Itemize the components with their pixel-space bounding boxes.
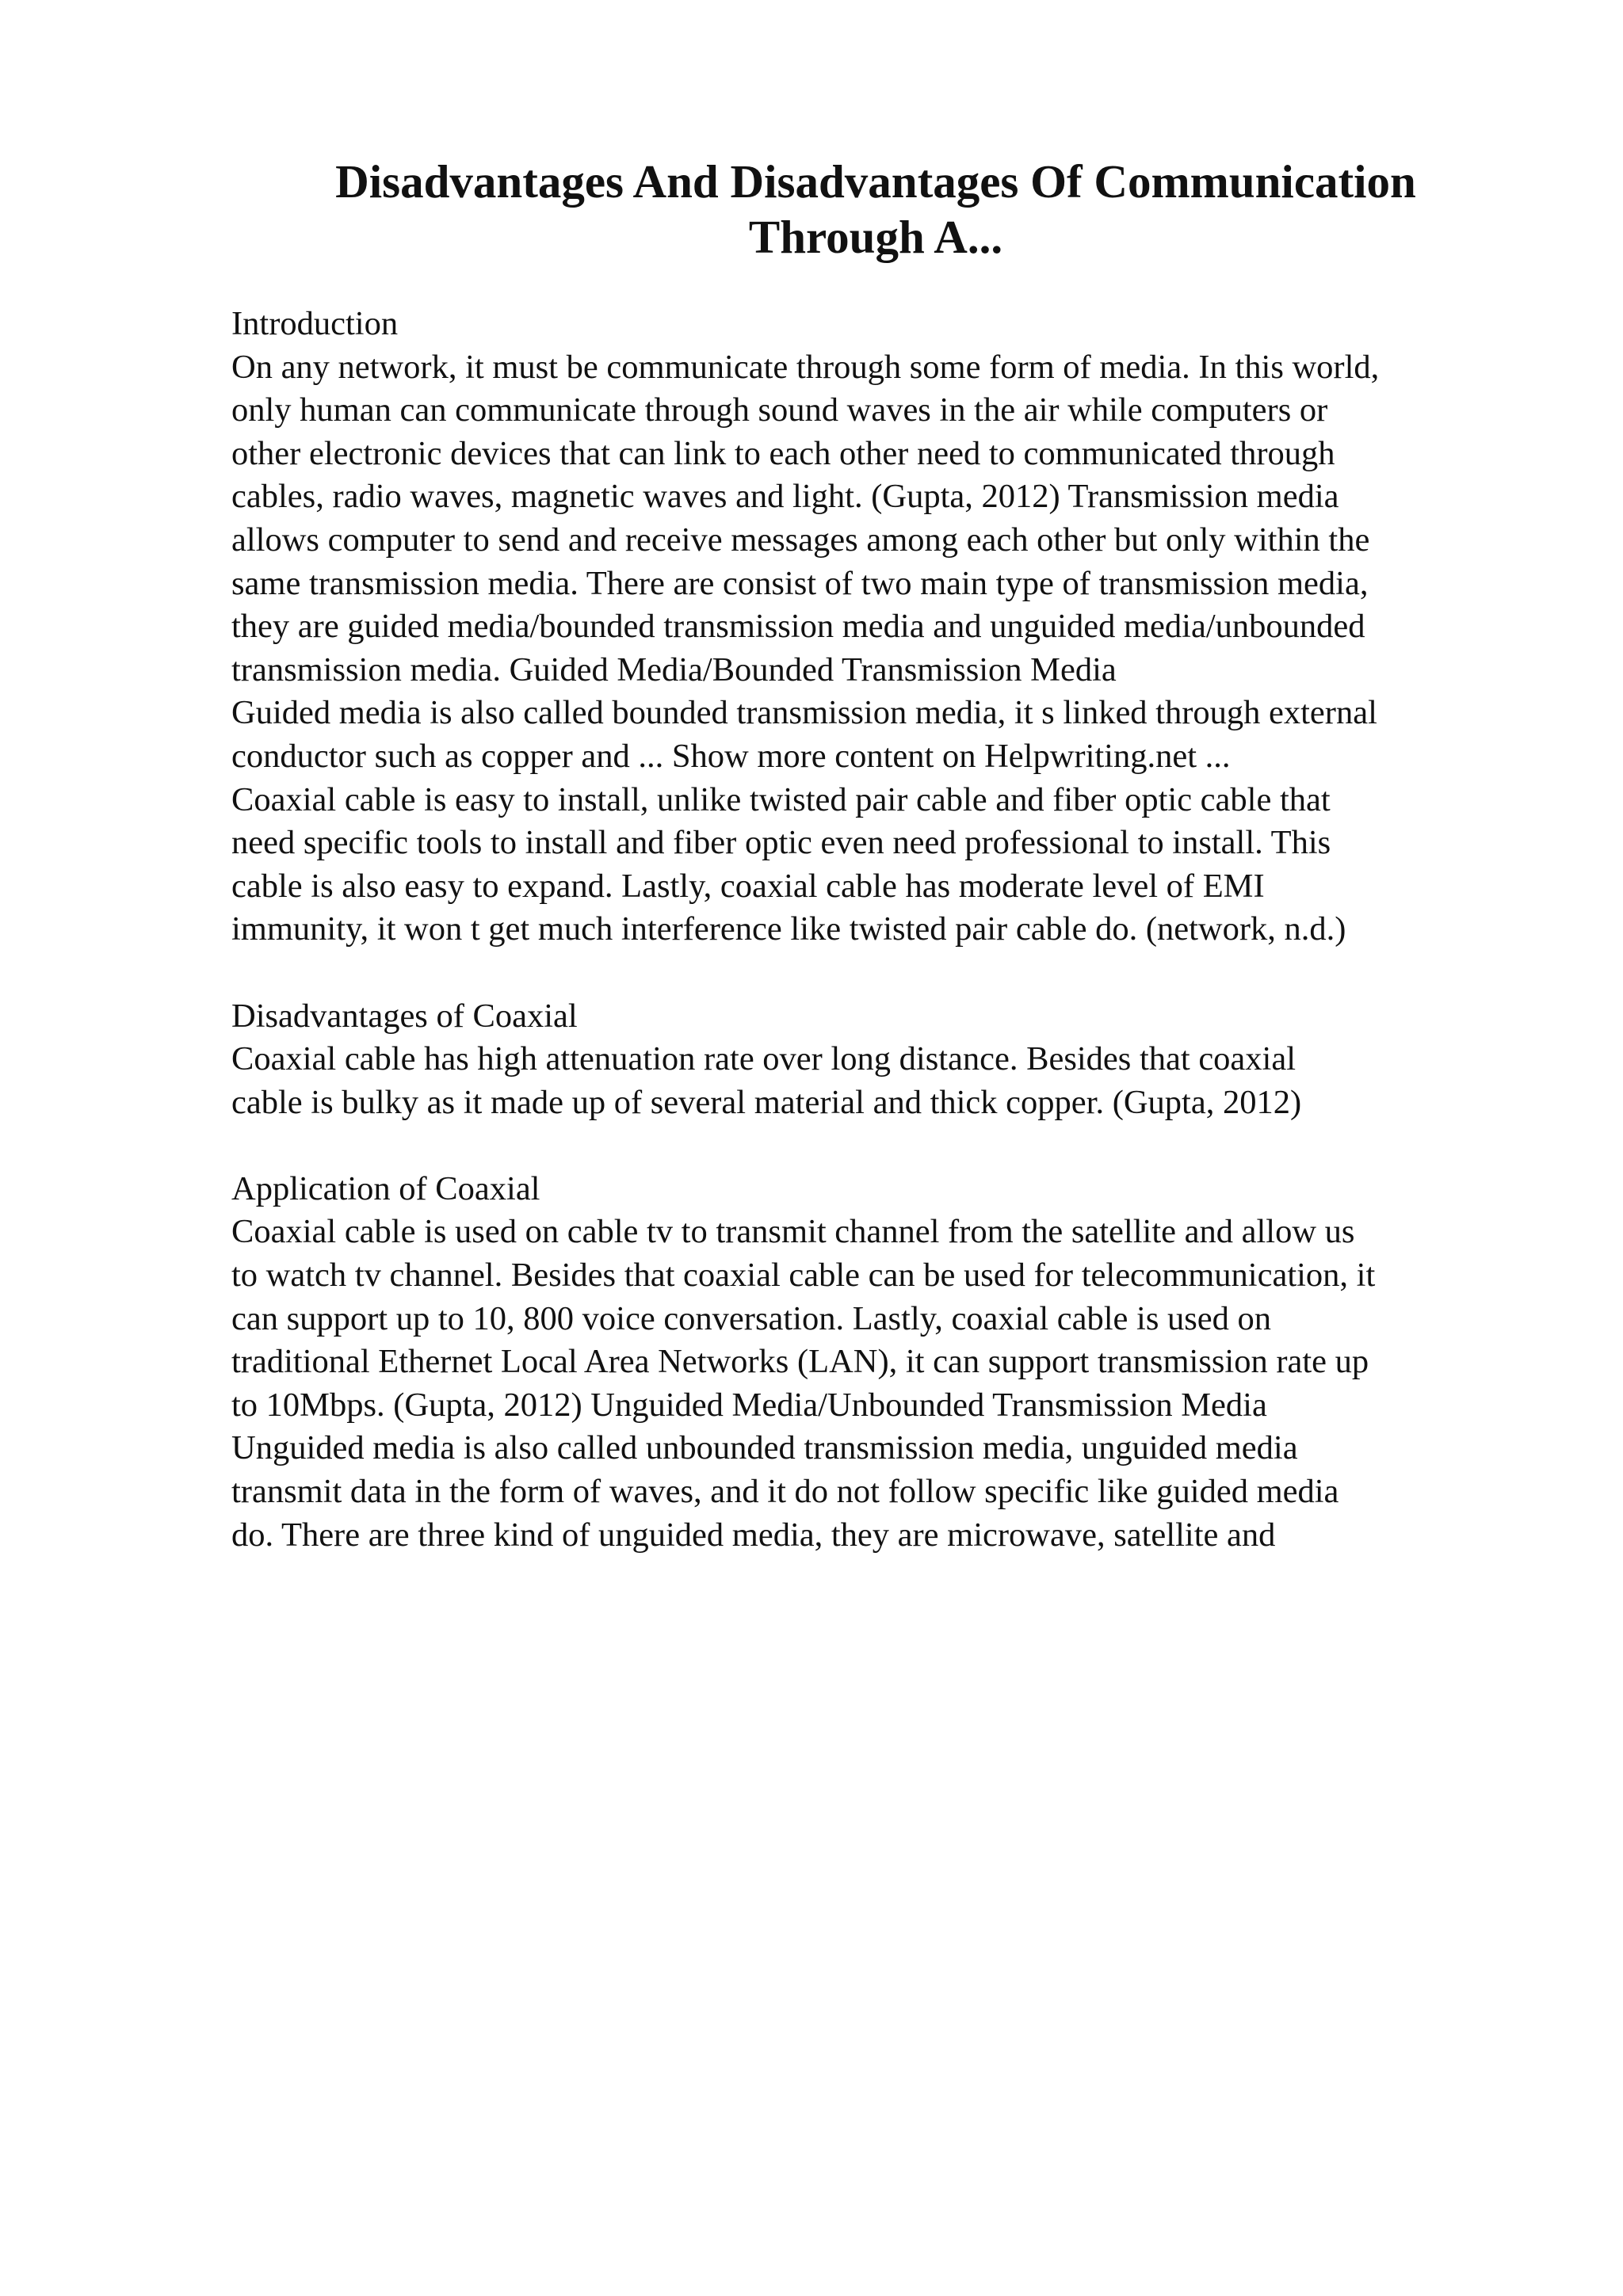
paragraph-gap xyxy=(231,1124,1515,1168)
text-line: Coaxial cable is easy to install, unlike twisted pair cable and fiber optic cable that xyxy=(231,780,1331,818)
text-line: do. There are three kind of unguided media, they are microwave, satellite and xyxy=(231,1516,1276,1554)
text-line: Guided media is also called bounded transmission media, it s linked through external xyxy=(231,694,1377,732)
text-line: Coaxial cable has high attenuation rate over long distance. Besides that coaxial xyxy=(231,1040,1296,1078)
section-heading-disadvantages: Disadvantages of Coaxial xyxy=(231,997,578,1035)
text-line: same transmission media. There are consist of two main type of transmission media, xyxy=(231,564,1369,602)
text-line: On any network, it must be communicate through some form of media. In this world, xyxy=(231,348,1380,386)
text-line: allows computer to send and receive messages among each other but only within the xyxy=(231,521,1370,559)
document-title xyxy=(231,154,1520,265)
text-line: conductor such as copper and ... Show more content on Helpwriting.net ... xyxy=(231,737,1231,775)
text-line: transmission media. Guided Media/Bounded Transmission Media xyxy=(231,650,1117,688)
text-line: Coaxial cable is used on cable tv to transmit channel from the satellite and allow us xyxy=(231,1213,1355,1251)
text-line: other electronic devices that can link to each other need to communicated through xyxy=(231,434,1335,472)
text-line: cables, radio waves, magnetic waves and light. (Gupta, 2012) Transmission media xyxy=(231,478,1339,516)
paragraph-gap xyxy=(231,952,1515,995)
text-line: cable is also easy to expand. Lastly, coaxial cable has moderate level of EMI xyxy=(231,867,1265,905)
text-line: to 10Mbps. (Gupta, 2012) Unguided Media/Unbounded Transmission Media xyxy=(231,1386,1267,1424)
text-line: to watch tv channel. Besides that coaxial cable can be used for telecommunication, it xyxy=(231,1257,1376,1295)
document-body xyxy=(231,303,1515,1557)
text-line: cable is bulky as it made up of several material and thick copper. (Gupta, 2012) xyxy=(231,1083,1302,1121)
section-heading-introduction: Introduction xyxy=(231,305,399,342)
text-line: transmit data in the form of waves, and it do not follow specific like guided media xyxy=(231,1473,1339,1511)
text-line: only human can communicate through sound waves in the air while computers or xyxy=(231,391,1328,429)
text-line: can support up to 10, 800 voice conversation. Lastly, coaxial cable is used on xyxy=(231,1299,1272,1337)
text-line: need specific tools to install and fiber optic even need professional to install. This xyxy=(231,824,1331,862)
text-line: immunity, it won t get much interference like twisted pair cable do. (network, n.d.) xyxy=(231,910,1346,948)
section-heading-application: Application of Coaxial xyxy=(231,1169,540,1207)
title-line: Disadvantages And Disadvantages Of Communication xyxy=(335,155,1416,208)
text-line: Unguided media is also called unbounded transmission media, unguided media xyxy=(231,1429,1298,1467)
text-line: traditional Ethernet Local Area Networks (LAN), it can support transmission rate up xyxy=(231,1343,1369,1381)
text-line: they are guided media/bounded transmission media and unguided media/unbounded xyxy=(231,608,1365,646)
title-line: Through A... xyxy=(748,211,1003,263)
